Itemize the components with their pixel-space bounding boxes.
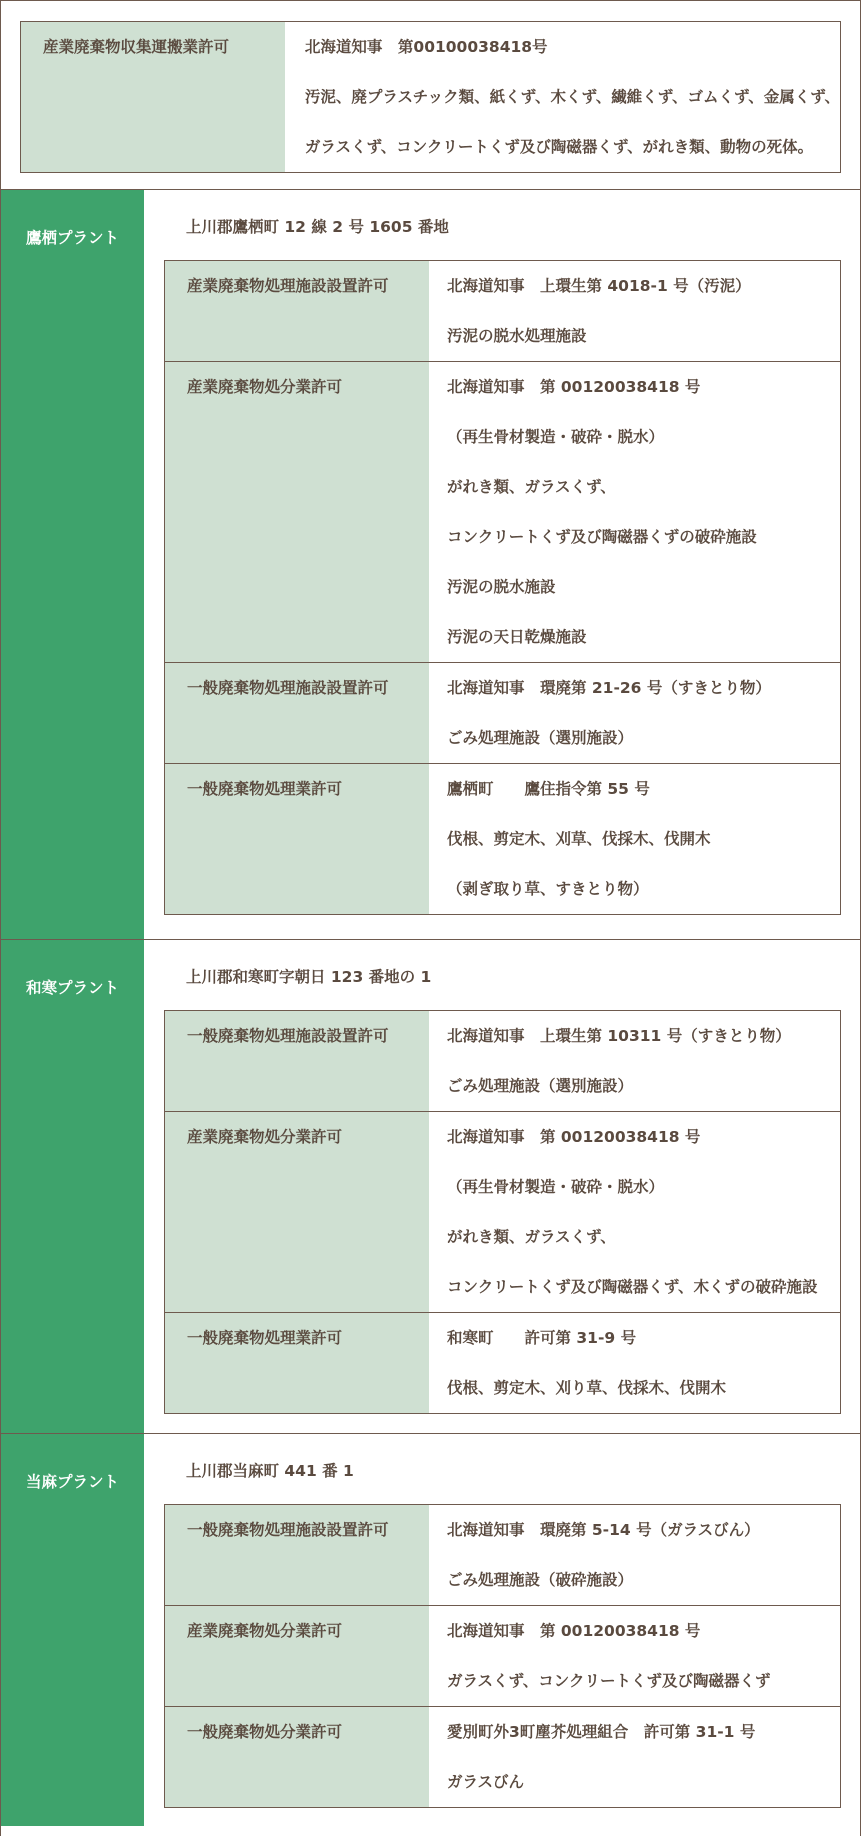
permit-detail-line: 汚泥、廃プラスチック類、紙くず、木くず、繊維くず、ゴムくず、金属くず、 xyxy=(304,88,840,106)
collection-permit-table xyxy=(20,21,841,173)
permit-detail-line: 北海道知事 第 00120038418 号 xyxy=(447,1622,701,1640)
permit-detail-line: 北海道知事 環廃第 5-14 号（ガラスびん） xyxy=(447,1521,760,1539)
permit-detail-line: ごみ処理施設（選別施設） xyxy=(447,729,634,747)
permit-label: 一般廃棄物処理施設設置許可 xyxy=(165,1505,429,1605)
permit-label: 一般廃棄物処理業許可 xyxy=(165,1313,429,1413)
permit-detail-line: （再生骨材製造・破砕・脱水） xyxy=(447,428,665,446)
plant-address: 上川郡当麻町 441 番 1 xyxy=(186,1462,354,1480)
plant-address: 上川郡鷹栖町 12 線 2 号 1605 番地 xyxy=(186,218,449,236)
permit-label: 産業廃棄物処分業許可 xyxy=(165,362,429,662)
permit-detail-line: コンクリートくず及び陶磁器くず、木くずの破砕施設 xyxy=(447,1278,818,1296)
permit-details xyxy=(429,1112,840,1312)
permit-row xyxy=(21,22,840,172)
permit-details xyxy=(429,1505,840,1605)
permit-label: 一般廃棄物処理施設設置許可 xyxy=(165,1011,429,1111)
permit-row xyxy=(165,1312,840,1413)
permit-row xyxy=(165,1605,840,1706)
permit-detail-line: ガラスくず、コンクリートくず及び陶磁器くず、がれき類、動物の死体。 xyxy=(304,138,814,156)
permit-label: 産業廃棄物処理施設設置許可 xyxy=(165,261,429,361)
permit-detail-line: 北海道知事 上環生第 4018-1 号（汚泥） xyxy=(447,277,751,295)
permit-detail-line: ごみ処理施設（選別施設） xyxy=(447,1077,634,1095)
permit-detail-line: 北海道知事 環廃第 21-26 号（すきとり物） xyxy=(447,679,771,697)
permit-row xyxy=(165,662,840,763)
permit-detail-line: （再生骨材製造・破砕・脱水） xyxy=(447,1178,665,1196)
plant-main xyxy=(144,190,860,939)
permit-label: 一般廃棄物処分業許可 xyxy=(165,1707,429,1807)
permit-label: 産業廃棄物収集運搬業許可 xyxy=(21,22,285,172)
permit-details xyxy=(429,1011,840,1111)
permit-detail-line: 北海道知事 第 00120038418 号 xyxy=(447,378,701,396)
permit-detail-line: ごみ処理施設（破砕施設） xyxy=(447,1571,634,1589)
permit-detail-line: 鷹栖町 鷹住指令第 55 号 xyxy=(447,780,650,798)
plant-permit-table xyxy=(164,1504,841,1808)
permit-details xyxy=(429,261,840,361)
permit-row xyxy=(165,261,840,361)
plant-name: 当麻プラント xyxy=(1,1434,144,1826)
permit-detail-line: ガラスびん xyxy=(447,1773,525,1791)
permit-detail-line: 和寒町 許可第 31-9 号 xyxy=(447,1329,637,1347)
permit-detail-line: 北海道知事 第00100038418号 xyxy=(304,38,548,56)
permit-label: 産業廃棄物処分業許可 xyxy=(165,1112,429,1312)
permit-row xyxy=(165,1505,840,1605)
permit-row xyxy=(165,361,840,662)
permit-details xyxy=(429,1313,840,1413)
permit-detail-line: 伐根、剪定木、刈草、伐採木、伐開木 xyxy=(447,830,711,848)
permit-detail-line: 汚泥の天日乾燥施設 xyxy=(447,628,587,646)
permit-row xyxy=(165,1011,840,1111)
plant-permit-table xyxy=(164,1010,841,1414)
plant-main xyxy=(144,1434,860,1826)
plant-section-toma xyxy=(1,1434,860,1826)
permit-detail-line: 汚泥の脱水施設 xyxy=(447,578,556,596)
plant-section-takasu xyxy=(1,190,860,940)
permit-detail-line: がれき類、ガラスくず、 xyxy=(447,1228,616,1246)
permit-details xyxy=(285,22,840,172)
permit-detail-line: 伐根、剪定木、刈り草、伐採木、伐開木 xyxy=(447,1379,727,1397)
permit-detail-line: がれき類、ガラスくず、 xyxy=(447,478,616,496)
permit-detail-line: ガラスくず、コンクリートくず及び陶磁器くず xyxy=(447,1672,771,1690)
collection-permit-section xyxy=(1,0,860,190)
permit-detail-line: 北海道知事 第 00120038418 号 xyxy=(447,1128,701,1146)
permit-detail-line: 愛別町外3町塵芥処理組合 許可第 31-1 号 xyxy=(447,1723,756,1741)
permit-detail-line: 汚泥の脱水処理施設 xyxy=(447,327,587,345)
permit-row xyxy=(165,1706,840,1807)
permit-label: 一般廃棄物処理業許可 xyxy=(165,764,429,914)
permit-details xyxy=(429,362,840,662)
plant-name: 鷹栖プラント xyxy=(1,190,144,939)
permit-details xyxy=(429,663,840,763)
plant-address: 上川郡和寒町字朝日 123 番地の 1 xyxy=(186,968,432,986)
plant-main xyxy=(144,940,860,1433)
permit-details xyxy=(429,1606,840,1706)
permit-details xyxy=(429,1707,840,1807)
permit-row xyxy=(165,763,840,914)
permit-label: 産業廃棄物処分業許可 xyxy=(165,1606,429,1706)
permit-detail-line: コンクリートくず及び陶磁器くずの破砕施設 xyxy=(447,528,757,546)
permit-detail-line: 北海道知事 上環生第 10311 号（すきとり物） xyxy=(447,1027,791,1045)
permit-detail-line: （剥ぎ取り草、すきとり物） xyxy=(447,880,649,898)
permit-details xyxy=(429,764,840,914)
plant-name: 和寒プラント xyxy=(1,940,144,1433)
plant-section-wassamu xyxy=(1,940,860,1434)
permit-row xyxy=(165,1111,840,1312)
plant-permit-table xyxy=(164,260,841,915)
permit-label: 一般廃棄物処理施設設置許可 xyxy=(165,663,429,763)
